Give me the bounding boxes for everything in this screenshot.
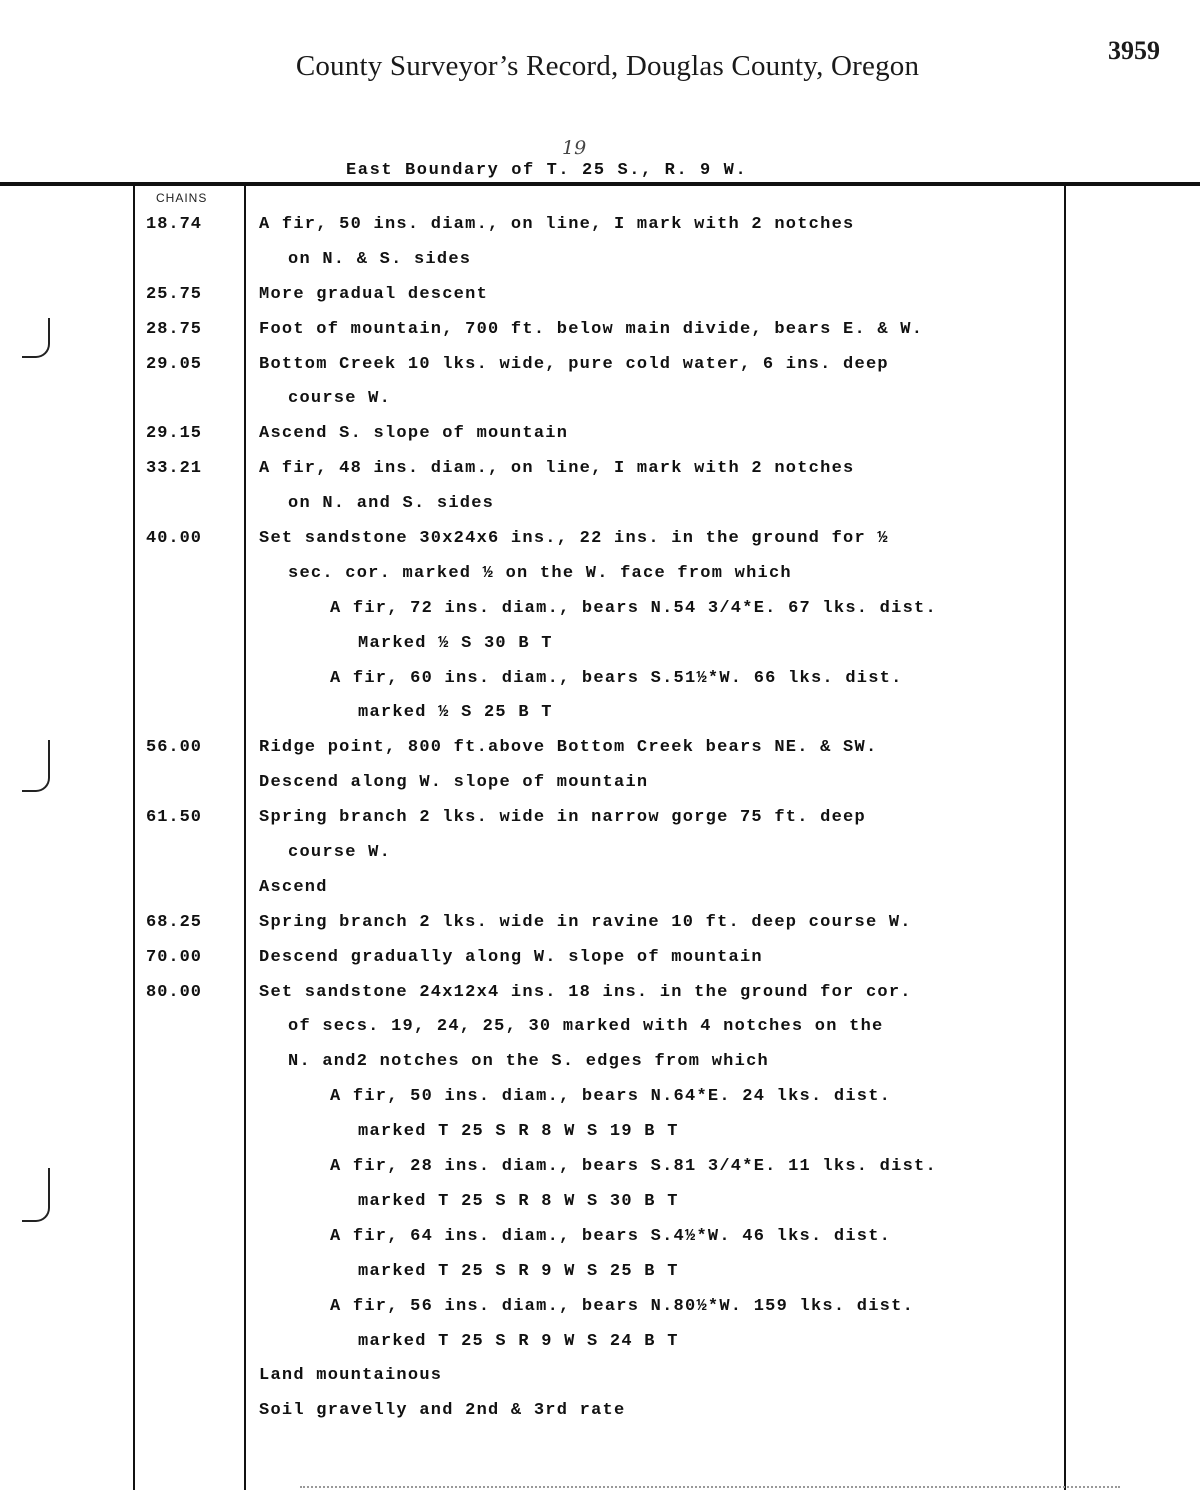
record-row bbox=[0, 1219, 1200, 1254]
record-text: A fir, 48 ins. diam., on line, I mark with 2 notches bbox=[259, 459, 855, 479]
record-row bbox=[0, 695, 1200, 730]
record-row bbox=[0, 1044, 1200, 1079]
record-row bbox=[0, 1289, 1200, 1324]
record-row bbox=[0, 1149, 1200, 1184]
chain-value: 70.00 bbox=[146, 947, 203, 967]
record-text: marked T 25 S R 8 W S 19 B T bbox=[358, 1122, 679, 1142]
record-row bbox=[0, 1114, 1200, 1149]
chain-value: 28.75 bbox=[146, 319, 203, 339]
record-text: of secs. 19, 24, 25, 30 marked with 4 notches on the bbox=[288, 1017, 884, 1037]
record-text: marked ½ S 25 B T bbox=[358, 703, 553, 723]
chain-value: 80.00 bbox=[146, 982, 203, 1002]
record-row bbox=[0, 277, 1200, 312]
record-row bbox=[0, 1079, 1200, 1114]
record-text: A fir, 60 ins. diam., bears S.51½*W. 66 lks. dist. bbox=[330, 668, 903, 688]
chain-value: 25.75 bbox=[146, 284, 203, 304]
record-text: Descend along W. slope of mountain bbox=[259, 773, 649, 793]
record-text: marked T 25 S R 8 W S 30 B T bbox=[358, 1191, 679, 1211]
record-text: N. and2 notches on the S. edges from which bbox=[288, 1052, 769, 1072]
record-row bbox=[0, 381, 1200, 416]
record-text: sec. cor. marked ½ on the W. face from which bbox=[288, 563, 792, 583]
record-row bbox=[0, 800, 1200, 835]
record-row bbox=[0, 416, 1200, 451]
chain-value: 18.74 bbox=[146, 215, 203, 234]
record-row bbox=[0, 835, 1200, 870]
record-row bbox=[0, 1009, 1200, 1044]
record-row bbox=[0, 1254, 1200, 1289]
record-text: A fir, 56 ins. diam., bears N.80½*W. 159 lks. dist. bbox=[330, 1296, 915, 1316]
section-title: East Boundary of T. 25 S., R. 9 W. bbox=[346, 161, 748, 180]
record-text: Bottom Creek 10 lks. wide, pure cold water, 6 ins. deep bbox=[259, 354, 889, 374]
record-row bbox=[0, 521, 1200, 556]
page-header-title: County Surveyor’s Record, Douglas County, Oregon bbox=[295, 50, 920, 82]
record-text: Descend gradually along W. slope of mountain bbox=[259, 947, 763, 967]
record-text: A fir, 64 ins. diam., bears S.4½*W. 46 lks. dist. bbox=[330, 1226, 892, 1246]
record-text: Set sandstone 30x24x6 ins., 22 ins. in the ground for ½ bbox=[259, 529, 889, 549]
record-text: course W. bbox=[288, 843, 392, 863]
record-row bbox=[0, 486, 1200, 521]
chain-value: 33.21 bbox=[146, 459, 203, 479]
record-text: Ascend bbox=[259, 877, 328, 897]
record-row bbox=[0, 905, 1200, 940]
chain-value: 40.00 bbox=[146, 529, 203, 549]
record-text: marked T 25 S R 9 W S 25 B T bbox=[358, 1261, 679, 1281]
record-text: A fir, 50 ins. diam., bears N.64*E. 24 lks. dist. bbox=[330, 1087, 892, 1107]
record-text: on N. & S. sides bbox=[288, 249, 472, 269]
record-row bbox=[0, 765, 1200, 800]
record-row bbox=[0, 207, 1200, 242]
record-row bbox=[0, 730, 1200, 765]
record-text: Soil gravelly and 2nd & 3rd rate bbox=[259, 1401, 626, 1421]
chains-column-header: CHAINS bbox=[156, 191, 208, 205]
record-text: A fir, 72 ins. diam., bears N.54 3/4*E. 67 lks. dist. bbox=[330, 598, 937, 618]
record-text: Spring branch 2 lks. wide in narrow gorge 75 ft. deep bbox=[259, 808, 866, 828]
record-row bbox=[0, 347, 1200, 382]
record-row bbox=[0, 312, 1200, 347]
chain-value: 29.15 bbox=[146, 424, 203, 444]
chain-value: 68.25 bbox=[146, 912, 203, 932]
record-row bbox=[0, 1358, 1200, 1393]
record-row bbox=[0, 451, 1200, 486]
record-text: Foot of mountain, 700 ft. below main divide, bears E. & W. bbox=[259, 319, 924, 339]
record-text: More gradual descent bbox=[259, 284, 489, 304]
record-row bbox=[0, 591, 1200, 626]
top-rule bbox=[0, 182, 1200, 186]
record-text: Land mountainous bbox=[259, 1366, 443, 1386]
record-row bbox=[0, 242, 1200, 277]
record-row bbox=[0, 1324, 1200, 1359]
chain-value: 29.05 bbox=[146, 354, 203, 374]
record-text: Ridge point, 800 ft.above Bottom Creek bears NE. & SW. bbox=[259, 738, 878, 758]
record-text: Ascend S. slope of mountain bbox=[259, 424, 569, 444]
record-row bbox=[0, 626, 1200, 661]
record-row bbox=[0, 870, 1200, 905]
record-text: A fir, 50 ins. diam., on line, I mark with 2 notches bbox=[259, 215, 855, 234]
record-row bbox=[0, 1184, 1200, 1219]
record-row bbox=[0, 975, 1200, 1010]
record-text: on N. and S. sides bbox=[288, 494, 495, 514]
record-text: A fir, 28 ins. diam., bears S.81 3/4*E. 11 lks. dist. bbox=[330, 1157, 937, 1177]
record-text: marked T 25 S R 9 W S 24 B T bbox=[358, 1331, 679, 1351]
record-row bbox=[0, 661, 1200, 696]
bottom-rule bbox=[300, 1486, 1120, 1488]
page-number: 3959 bbox=[1108, 36, 1160, 65]
record-rows bbox=[0, 207, 1200, 1428]
record-text: Marked ½ S 30 B T bbox=[358, 633, 553, 653]
handwritten-note: 19 bbox=[562, 137, 587, 159]
record-text: Set sandstone 24x12x4 ins. 18 ins. in the ground for cor. bbox=[259, 982, 912, 1002]
record-row bbox=[0, 940, 1200, 975]
record-text: course W. bbox=[288, 389, 392, 409]
record-row bbox=[0, 1393, 1200, 1428]
chain-value: 61.50 bbox=[146, 808, 203, 828]
record-row bbox=[0, 556, 1200, 591]
chain-value: 56.00 bbox=[146, 738, 203, 758]
record-text: Spring branch 2 lks. wide in ravine 10 ft. deep course W. bbox=[259, 912, 912, 932]
